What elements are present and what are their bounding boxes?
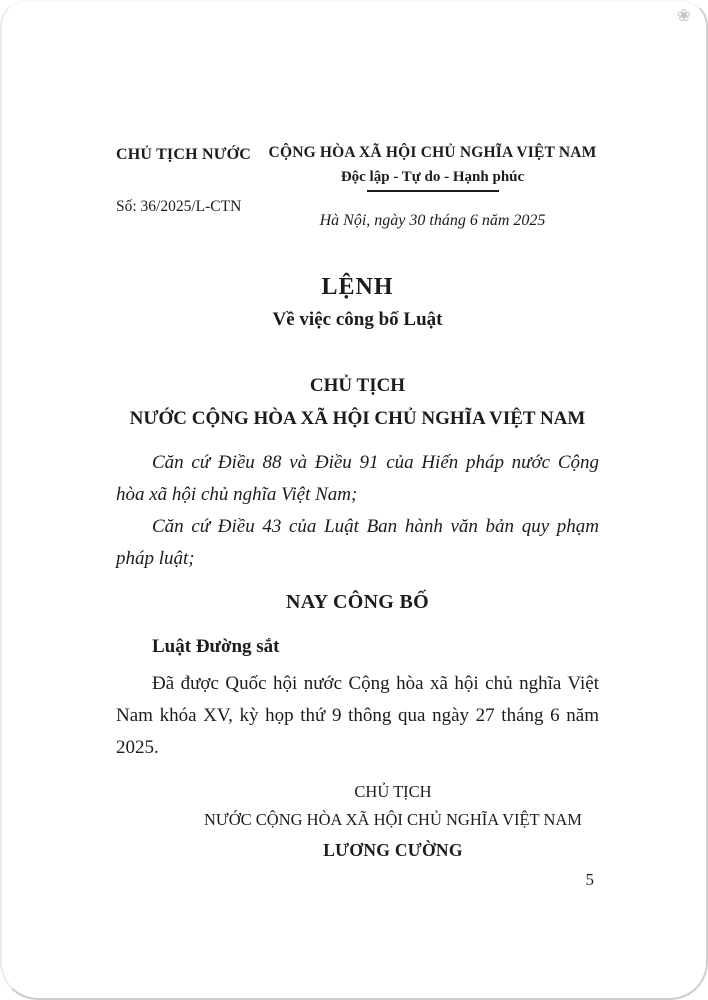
header-national-block <box>266 144 599 230</box>
motto-underline <box>367 190 499 192</box>
authority-line-1: CHỦ TỊCH <box>309 374 406 396</box>
national-motto: Độc lập - Tự do - Hạnh phúc <box>340 169 525 185</box>
page-number: 5 <box>585 870 594 889</box>
place-and-date: Hà Nội, ngày 30 tháng 6 năm 2025 <box>319 211 546 229</box>
preamble-paragraph: Căn cứ Điều 43 của Luật Ban hành văn bản quy phạm pháp luật; <box>116 515 599 569</box>
signature-block <box>187 778 599 864</box>
signer-name: LƯƠNG CƯỜNG <box>323 839 463 860</box>
page-content <box>2 2 706 864</box>
national-title: CỘNG HÒA XÃ HỘI CHỦ NGHĨA VIỆT NAM <box>268 144 597 161</box>
preamble-paragraph: Căn cứ Điều 88 và Điều 91 của Hiến pháp nước Cộng hòa xã hội chủ nghĩa Việt Nam; <box>116 451 599 505</box>
law-name: Luật Đường sắt <box>152 635 280 657</box>
header-issuer-block <box>116 144 266 230</box>
flower-ornament-icon: ❀ <box>676 6 691 25</box>
preamble <box>116 447 599 575</box>
issuing-authority <box>116 369 599 435</box>
document-number: Số: 36/2025/L-CTN <box>116 198 242 215</box>
order-title: LỆNH <box>321 273 394 300</box>
signature-title: CHỦ TỊCH <box>354 781 432 801</box>
signature-authority: NƯỚC CỘNG HÒA XÃ HỘI CHỦ NGHĨA VIỆT NAM <box>204 809 582 829</box>
law-passage-paragraph: Đã được Quốc hội nước Cộng hòa xã hội chủ nghĩa Việt Nam khóa XV, kỳ họp thứ 9 thông qua ngày 27 tháng 6 năm 2025. <box>116 672 599 758</box>
document-header <box>116 144 599 230</box>
announcement-heading: NAY CÔNG BỐ <box>286 590 429 613</box>
authority-line-2: NƯỚC CỘNG HÒA XÃ HỘI CHỦ NGHĨA VIỆT NAM <box>129 407 586 429</box>
issuer-title: CHỦ TỊCH NƯỚC <box>116 146 252 163</box>
order-subtitle: Về việc công bố Luật <box>272 308 443 330</box>
